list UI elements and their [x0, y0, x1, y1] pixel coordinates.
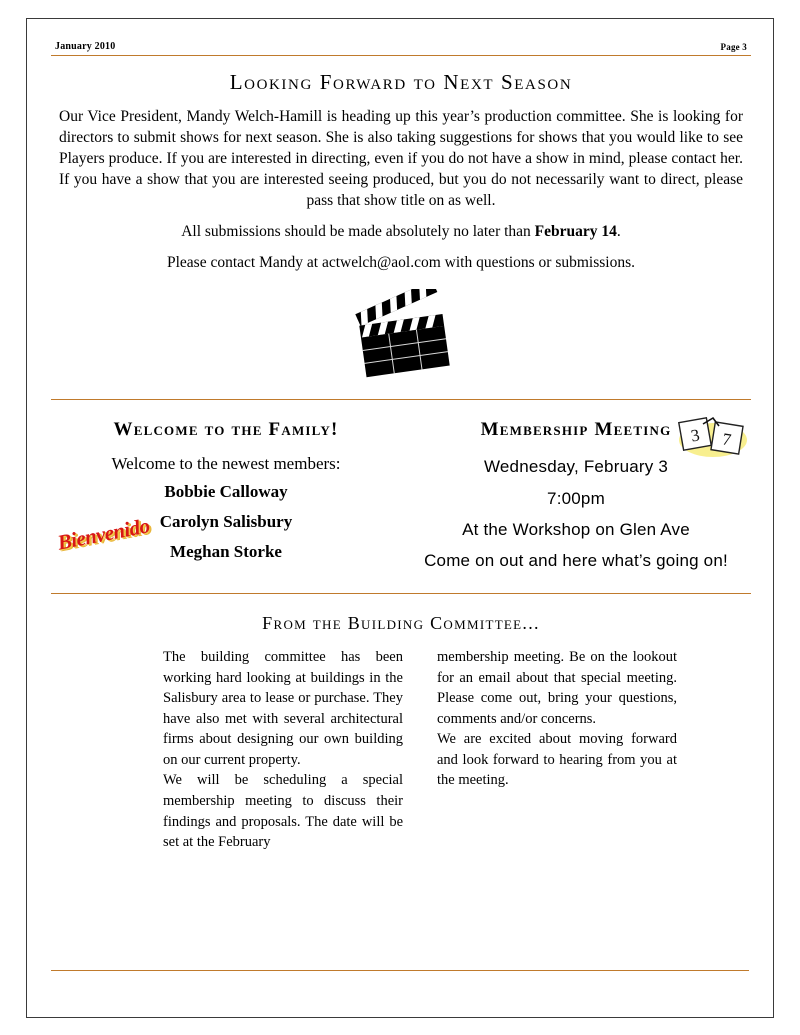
welcome-column	[51, 414, 401, 576]
building-col-right	[437, 647, 677, 853]
film-clapboard-icon	[345, 289, 457, 381]
meeting-location: At the Workshop on Glen Ave	[462, 520, 690, 540]
building-paragraph-1: The building committee has been working hard looking at buildings in the Salisbury area to lease or purchase. They have also met with several architectural firms about designing our own building on our current property.	[163, 648, 403, 768]
building-paragraph-4: We are excited about moving forward and look forward to hearing from you at the meeting.	[437, 731, 677, 789]
building-committee-columns	[163, 647, 677, 853]
section-title-building-committee: From the Building Committee...	[262, 612, 540, 633]
new-member-2: Carolyn Salisbury	[159, 512, 293, 532]
deadline-date: February 14	[534, 222, 617, 240]
issue-date: January 2010	[55, 41, 116, 52]
svg-text:7: 7	[721, 429, 733, 450]
new-member-3: Meghan Storke	[170, 541, 282, 561]
clapboard-image-wrap	[51, 289, 751, 381]
divider-rule-3	[51, 970, 749, 971]
page-number: Page 3	[720, 42, 747, 52]
welcome-title: Welcome to the Family!	[113, 419, 339, 441]
mid-section	[51, 414, 751, 576]
page-border	[26, 18, 774, 1018]
svg-text:3: 3	[689, 425, 702, 447]
building-paragraph-3: membership meeting. Be on the lookout for an email about that special meeting. Please come out, bring your questions, comments and/or concerns.	[437, 648, 677, 727]
divider-rule-2	[51, 593, 751, 594]
new-member-1: Bobbie Calloway	[164, 482, 288, 502]
meeting-column	[401, 414, 751, 576]
next-season-paragraph: Our Vice President, Mandy Welch-Hamill is heading up this year’s production committee. She is looking for directors to submit shows for next season. She is also taking suggestions for shows that you would like to see Players produce. If you are interested in directing, even if you do not have a show in mind, please contact her. If you have a show that you are interested seeing produced, but you do not necessarily want to direct, please pass that show title on as well.	[59, 108, 743, 209]
meeting-time: 7:00pm	[547, 488, 605, 508]
page-content	[51, 41, 751, 853]
contact-line: Please contact Mandy at actwelch@aol.com with questions or submissions.	[167, 253, 635, 271]
running-head	[51, 41, 751, 56]
building-paragraph-2: We will be scheduling a special membership meeting to discuss their findings and proposals. The date will be set at the February	[163, 772, 403, 851]
calendar-icon	[673, 410, 751, 462]
meeting-invite: Come on out and here what’s going on!	[424, 551, 728, 571]
membership-meeting-title: Membership Meeting	[480, 419, 672, 441]
submission-deadline	[51, 222, 751, 243]
deadline-prefix: All submissions should be made absolutely no later than	[181, 222, 535, 240]
section-title-next-season: Looking Forward to Next Season	[229, 70, 573, 94]
building-col-left	[163, 647, 403, 853]
welcome-intro: Welcome to the newest members:	[111, 454, 341, 474]
deadline-suffix: .	[616, 222, 621, 240]
bienvenido-stamp: Bienvenido	[55, 513, 152, 556]
meeting-date: Wednesday, February 3	[483, 457, 669, 477]
divider-rule-1	[51, 399, 751, 400]
